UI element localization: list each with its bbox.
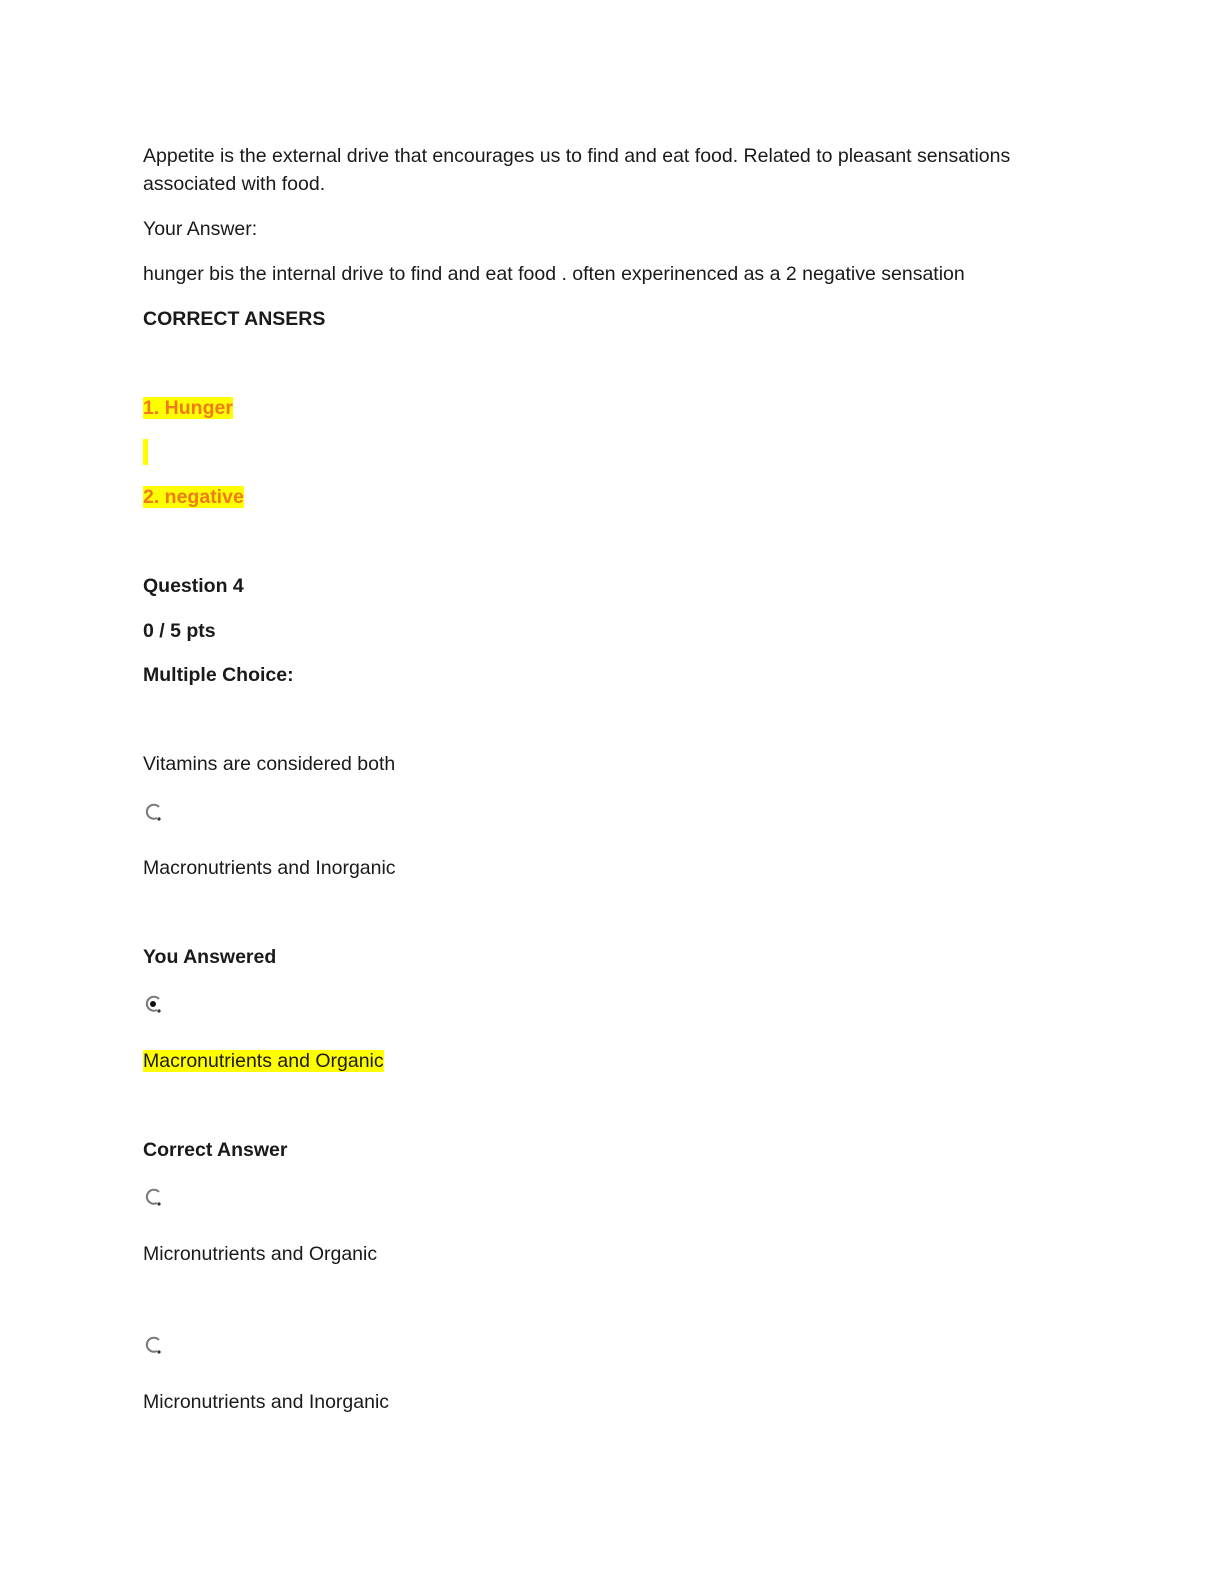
your-answer-label: Your Answer: — [143, 218, 258, 240]
selected-answer-highlight: Macronutrients and Organic — [143, 1050, 384, 1072]
your-answer-text: hunger bis the internal drive to find and eat food . often experinenced as a 2 negative sensation — [143, 263, 965, 285]
radio-unselected-icon[interactable] — [145, 802, 163, 822]
correct-answer-label: Correct Answer — [143, 1139, 288, 1161]
correct-answer-item — [143, 394, 233, 422]
question4-prompt: Vitamins are considered both — [143, 753, 396, 775]
question-prompt-text: Appetite is the external drive that encourages us to find and eat food. Related to pleasant sensations associated with food. — [143, 145, 1011, 195]
option-label: Macronutrients and Inorganic — [143, 857, 396, 879]
highlight-marker — [143, 439, 148, 465]
question-title: Question 4 — [143, 575, 244, 597]
correct-answer-item — [143, 483, 244, 511]
radio-unselected-icon[interactable] — [145, 1187, 163, 1207]
radio-selected-icon[interactable] — [145, 994, 163, 1014]
correct-answers-heading: CORRECT ANSERS — [143, 308, 326, 330]
option-label-selected — [143, 1047, 384, 1075]
radio-unselected-icon[interactable] — [145, 1335, 163, 1355]
you-answered-label: You Answered — [143, 946, 277, 968]
correct-answer-2: 2. negative — [143, 486, 244, 508]
correct-answer-1: 1. Hunger — [143, 397, 233, 419]
option-label: Micronutrients and Organic — [143, 1243, 378, 1265]
question-type: Multiple Choice: — [143, 664, 294, 686]
question-score: 0 / 5 pts — [143, 620, 216, 642]
option-label: Micronutrients and Inorganic — [143, 1391, 390, 1413]
